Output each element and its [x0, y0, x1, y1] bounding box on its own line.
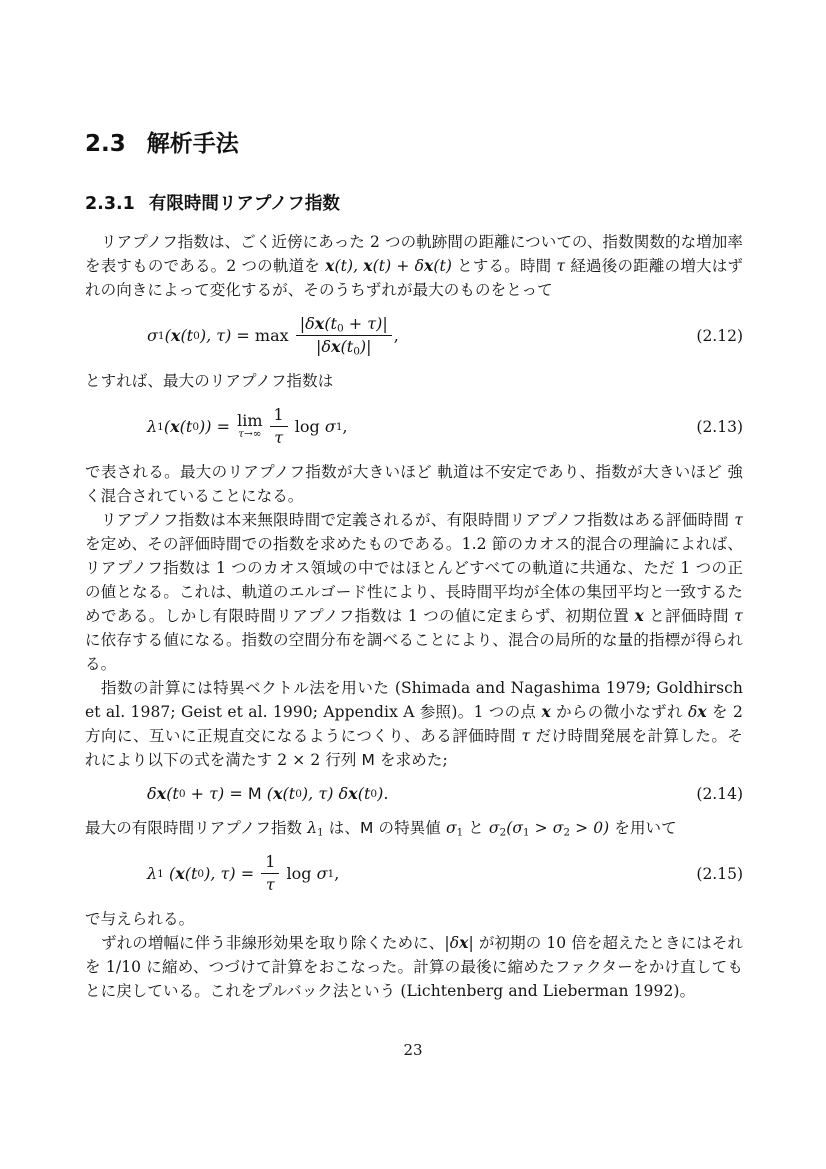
paragraph-after-2-12: とすれば、最大のリアプノフ指数は: [85, 372, 334, 391]
page-number: 23: [403, 1041, 423, 1059]
equation-2-15: [85, 851, 743, 896]
paragraph-singular-vector: 指数の計算には特異ベクトル法を用いた (Shimada and Nagashima 1979; Goldhirsch et al. 1987; Geist et al. 1990; Appendix A 参照)。1 つの点 x からの微小なずれ δx を 2 方向に、互いに正規直交になるようにつくり、ある評価時間 τ だけ時間発展を計算した。それにより以下の式を満たす 2 × 2 行列 M を求めた;: [85, 679, 744, 770]
paragraph-finite-time: リアプノフ指数は本来無限時間で定義されるが、有限時間リアプノフ指数はある評価時間 τ を定め、その評価時間での指数を求めたものである。1.2 節のカオス的混合の理論によれば、リアプノフ指数は 1 つのカオス領域の中ではほとんどすべての軌道に共通な、ただ 1 つの正の値となる。これは、軌道のエルゴード性により、長時間平均が全体の集団平均と一致するためである。しかし有限時間リアプノフ指数は 1 つの値に定まらず、初期位置 x と評価時間 τ に依存する値になる。指数の空間分布を調べることにより、混合の局所的な量的指標が得られる。: [85, 511, 743, 674]
equation-2-13: [85, 404, 743, 449]
equation-2-12: [85, 313, 743, 358]
equation-2-14-number: (2.14): [696, 785, 743, 804]
equation-2-12-body: σ 1 ( x (t 0 ), τ) = max $\frac{|\delta x(t_0 + \tau)|}{|\delta x(t_0)|}$ ,: [147, 314, 399, 359]
subsection-heading: [85, 194, 743, 216]
equation-2-15-number: (2.15): [696, 864, 743, 883]
equation-2-14-body: δ x (t 0 + τ) = M ( x (t 0 ), τ) δ x (t 0 ) .: [147, 784, 389, 804]
equation-2-13-body: λ 1 ( x (t 0 )) = lim τ→∞ $\frac{1}{\tau}$ log σ 1 ,: [147, 405, 348, 448]
subsection-title: 有限時間リアプノフ指数: [148, 193, 340, 214]
equation-2-13-number: (2.13): [696, 417, 743, 436]
content: [85, 0, 743, 1003]
paragraph-intro: リアプノフ指数は、ごく近傍にあった 2 つの軌跡間の距離についての、指数関数的な増加率を表すものである。2 つの軌道を x(t), x(t) + δx(t) とする。時間 τ 経過後の距離の増大はずれの向きによって変化するが、そのうちずれが最大のものをとって: [85, 233, 744, 300]
section-heading: [85, 131, 743, 159]
section-title: 解析手法: [146, 131, 239, 157]
paragraph-pullback: ずれの増幅に伴う非線形効果を取り除くために、|δx| が初期の 10 倍を超えたときにはそれを 1/10 に縮め、つづけて計算をおこなった。計算の最後に縮めたファクターをかけ直してもとに戻している。これをプルバック法という (Lichtenberg and Lieberman 1992)。: [85, 933, 743, 1001]
paragraph-after-2-14: 最大の有限時間リアプノフ指数 $\lambda_1$ は、M の特異値 $\sigma_1$ と $\sigma_2(\sigma_1 > \sigma_2 > 0)$ を用いて: [85, 819, 677, 840]
equation-2-12-number: (2.12): [696, 326, 743, 345]
section-number: 2.3: [85, 131, 126, 157]
equation-2-15-body: λ 1 ( x (t 0 ), τ) = $\frac{1}{\tau}$ log σ 1 ,: [147, 852, 340, 895]
paragraph-after-2-15: で与えられる。: [85, 910, 195, 929]
equation-2-14: [85, 783, 743, 805]
paragraph-after-2-13: で表される。最大のリアプノフ指数が大きいほど 軌道は不安定であり、指数が大きいほど 強く混合されていることになる。: [85, 463, 743, 506]
subsection-number: 2.3.1: [85, 193, 135, 214]
